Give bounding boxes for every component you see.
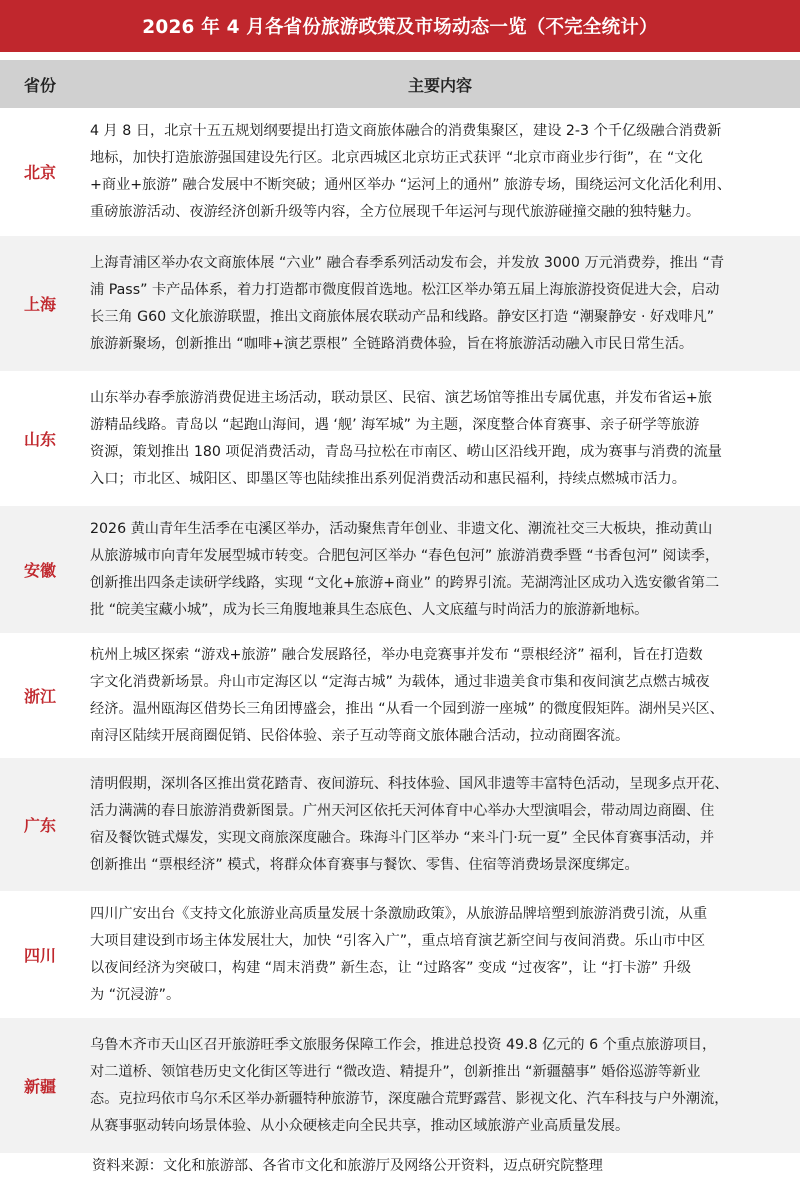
province-cell: 山东 — [23, 430, 56, 449]
province-cell: 北京 — [23, 163, 56, 182]
content-line: 从赛事驱动转向场景体验、从小众硬核走向全民共享，推动区域旅游产业高质量发展。 — [90, 1117, 630, 1134]
content-cell — [80, 506, 800, 633]
province-cell: 安徽 — [23, 561, 56, 580]
content-cell — [80, 1018, 800, 1153]
content-line: 乌鲁木齐市天山区召开旅游旺季文旅服务保障工作会，推进总投资 49.8 亿元的 6 个重点旅游项目， — [90, 1036, 717, 1053]
content-line: 游精品线路。青岛以 “起跑山海间，遇 ‘舰’ 海军城” 为主题，深度整合体育赛事、亲子研学等旅游 — [90, 416, 700, 433]
content-line: 重磅旅游活动、夜游经济创新升级等内容，全方位展现千年运河与现代旅游碰撞交融的独特魅力。 — [90, 203, 701, 220]
province-cell: 浙江 — [23, 687, 56, 706]
content-line: 对二道桥、领馆巷历史文化街区等进行 “微改造、精提升”，创新推出 “新疆囍事” 婚俗巡游等新业 — [90, 1063, 701, 1080]
table-row — [0, 757, 800, 891]
table-row — [0, 505, 800, 633]
content-line: 旅游新聚场，创新推出 “咖啡+演艺票根” 全链路消费体验，旨在将旅游活动融入市民日常生活。 — [90, 335, 694, 352]
content-line: 上海青浦区举办农文商旅体展 “六业” 融合春季系列活动发布会，并发放 3000 万元消费券，推出 “青 — [90, 254, 725, 271]
table-row — [0, 371, 800, 505]
province-cell: 上海 — [23, 295, 56, 314]
content-line: 创新推出四条走读研学线路，实现 “文化+旅游+商业” 的跨界引流。芜湖湾沚区成功入选安徽省第二 — [90, 574, 720, 591]
content-line: 态。克拉玛依市乌尔禾区举办新疆特种旅游节，深度融合荒野露营、影视文化、汽车科技与户外潮流， — [90, 1090, 729, 1107]
content-cell — [80, 108, 800, 235]
content-cell — [80, 758, 800, 891]
table-row — [0, 235, 800, 371]
content-line: +商业+旅游” 融合发展中不断突破；通州区举办 “运河上的通州” 旅游专场，围绕运河文化活化利用、 — [90, 176, 732, 193]
table-body — [0, 108, 800, 1153]
header-content: 主要内容 — [407, 75, 472, 95]
content-line: 南浔区陆续开展商圈促销、民俗体验、亲子互动等商文旅体融合活动，拉动商圈客流。 — [90, 727, 630, 744]
content-cell — [80, 634, 800, 757]
content-line: 入口；市北区、城阳区、即墨区等也陆续推出系列促消费活动和惠民福利，持续点燃城市活力。 — [90, 470, 686, 487]
table-row — [0, 108, 800, 235]
content-line: 4 月 8 日，北京十五五规划纲要提出打造文商旅体融合的消费集聚区，建设 2-3 个千亿级融合消费新 — [90, 122, 722, 139]
province-cell: 新疆 — [23, 1077, 56, 1096]
source-note: 资料来源：文化和旅游部、各省市文化和旅游厅及网络公开资料，迈点研究院整理 — [92, 1158, 603, 1174]
content-line: 字文化消费新场景。舟山市定海区以 “定海古城” 为载体，通过非遗美食市集和夜间演艺点燃古城夜 — [90, 673, 710, 690]
content-cell — [80, 372, 800, 505]
header-province: 省份 — [23, 75, 56, 95]
table-row — [0, 633, 800, 757]
content-line: 长三角 G60 文化旅游联盟，推出文商旅体展农联动产品和线路。静安区打造 “潮聚静安 · 好戏啡凡” — [90, 308, 715, 325]
content-cell — [80, 892, 800, 1017]
content-line: 杭州上城区探索 “游戏+旅游” 融合发展路径，举办电竞赛事并发布 “票根经济” 福利，旨在打造数 — [90, 646, 703, 663]
page-title: 2026 年 4 月各省份旅游政策及市场动态一览（不完全统计） — [0, 0, 800, 52]
table-row — [0, 1017, 800, 1153]
content-cell — [80, 236, 800, 371]
content-line: 四川广安出台《支持文化旅游业高质量发展十条激励政策》，从旅游品牌培塑到旅游消费引流，从重 — [90, 905, 708, 922]
content-line: 批 “皖美宝藏小城”，成为长三角腹地兼具生态底色、人文底蕴与时尚活力的旅游新地标。 — [90, 601, 649, 618]
content-line: 清明假期，深圳各区推出赏花踏青、夜间游玩、科技体验、国风非遗等丰富特色活动，呈现多点开花、 — [90, 775, 729, 792]
content-line: 以夜间经济为突破口，构建 “周末消费” 新生态，让 “过路客” 变成 “过夜客”，让 “打卡游” 升级 — [90, 959, 692, 976]
content-line: 山东举办春季旅游消费促进主场活动，联动景区、民宿、演艺场馆等推出专属优惠，并发布省运+旅 — [90, 389, 712, 406]
content-line: 为 “沉浸游”。 — [90, 986, 181, 1003]
content-line: 地标，加快打造旅游强国建设先行区。北京西城区北京坊正式获评 “北京市商业步行街”，在 “文化 — [90, 149, 703, 166]
province-cell: 四川 — [23, 946, 56, 965]
content-line: 宿及餐饮链式爆发，实现文商旅深度融合。珠海斗门区举办 “来斗门·玩一夏” 全民体育赛事活动，并 — [90, 829, 715, 846]
content-line: 资源，策划推出 180 项促消费活动，青岛马拉松在市南区、崂山区沿线开跑，成为赛事与消费的流量 — [90, 443, 722, 460]
content-line: 创新推出 “票根经济” 模式，将群众体育赛事与餐饮、零售、住宿等消费场景深度绑定。 — [90, 856, 639, 873]
content-line: 活力满满的春日旅游消费新图景。广州天河区依托天河体育中心举办大型演唱会，带动周边商圈、住 — [90, 802, 715, 819]
province-cell: 广东 — [23, 816, 56, 835]
table-row — [0, 891, 800, 1017]
content-line: 浦 Pass” 卡产品体系，着力打造都市微度假首选地。松江区举办第五届上海旅游投资促进大会，启动 — [90, 281, 720, 298]
content-line: 大项目建设到市场主体发展壮大，加快 “引客入广”，重点培育演艺新空间与夜间消费。乐山市中区 — [90, 932, 706, 949]
content-line: 从旅游城市向青年发展型城市转变。合肥包河区举办 “春色包河” 旅游消费季暨 “书香包河” 阅读季， — [90, 547, 720, 564]
content-line: 经济。温州瓯海区借势长三角团博盛会，推出 “从看一个园到游一座城” 的微度假矩阵。湖州吴兴区、 — [90, 700, 724, 717]
content-line: 2026 黄山青年生活季在屯溪区举办，活动聚焦青年创业、非遗文化、潮流社交三大板块，推动黄山 — [90, 520, 713, 537]
table-header — [0, 60, 800, 108]
